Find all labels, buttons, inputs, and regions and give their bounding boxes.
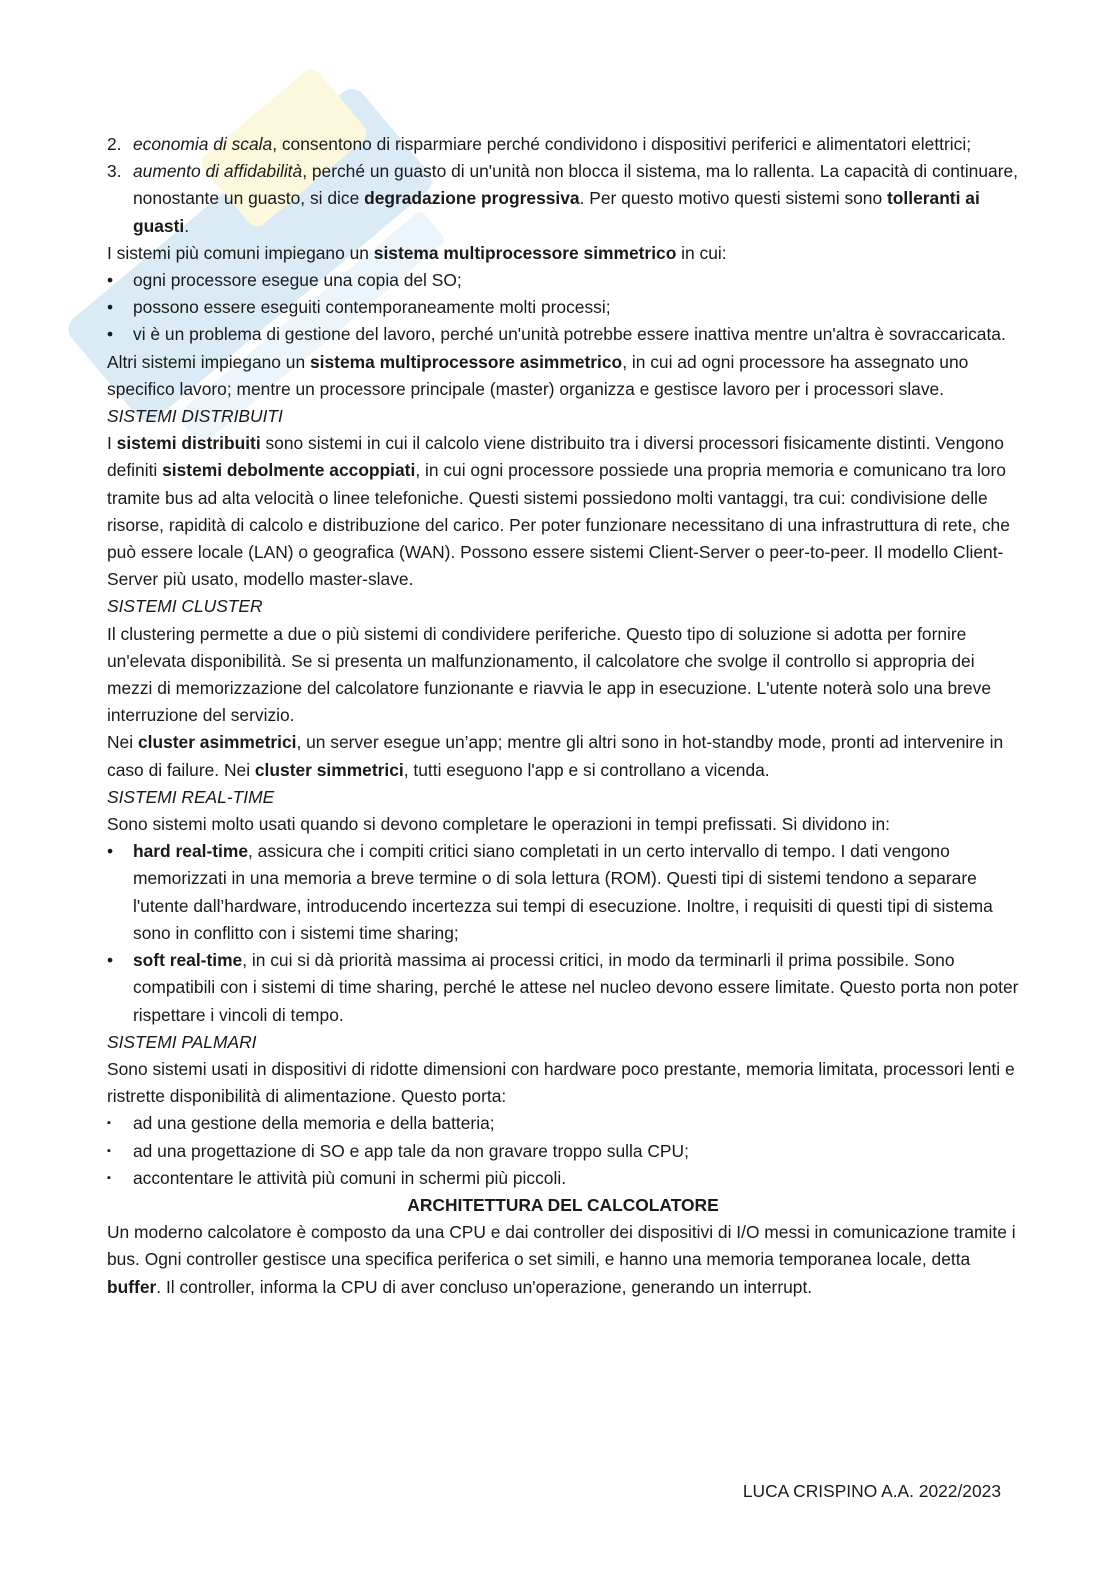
- numbered-item: [107, 131, 1019, 158]
- section-heading-architettura: ARCHITETTURA DEL CALCOLATORE: [407, 1194, 719, 1215]
- paragraph-smp: I sistemi più comuni impiegano un sistema multiprocessore simmetrico in cui:: [107, 242, 727, 263]
- bullet-item: • hard real-time, assicura che i compiti critici siano completati in un certo intervallo di tempo. I dati vengono memorizzati in una memoria a breve termine o di sola lettura (ROM). Questi tipi di sistemi tendono a separare l'utente dall’hardware, introducendo incertezza sui tempi di esecuzione. Inoltre, i requisiti di questi tipi di sistema sono in conflitto con i sistemi time sharing;: [107, 838, 1019, 947]
- bold-term: sistema multiprocessore asimmetrico: [309, 351, 623, 372]
- bold-term: cluster asimmetrici: [137, 732, 297, 753]
- item-text: , consentono di risparmiare perché condividono i dispositivi periferici e alimentatori elettrici;: [272, 134, 972, 154]
- numbered-item: 3. aumento di affidabilità, perché un guasto di un'unità non blocca il sistema, ma lo rallenta. La capacità di continuare, nonostante un guasto, si dice degradazione progressiva. Per questo motivo questi sistemi sono tolleranti ai guasti.: [107, 158, 1019, 240]
- bold-term: degradazione progressiva: [364, 188, 580, 209]
- paragraph-amp: Altri sistemi impiegano un sistema multiprocessore asimmetrico, in cui ad ogni processore ha assegnato uno specifico lavoro; mentre un processore principale (master) organizza e gestisce lavoro per i processori slave.: [107, 351, 969, 399]
- bullet-item: • ogni processore esegue una copia del SO;: [107, 267, 1019, 294]
- item-term: aumento di affidabilità: [133, 161, 303, 182]
- bold-term: hard real-time: [133, 841, 249, 862]
- paragraph-cluster: Il clustering permette a due o più sistemi di condividere periferiche. Questo tipo di soluzione si adotta per fornire un'elevata disponibilità. Se si presenta un malfunzionamento, il calcolatore che svolge il controllo si appropria dei mezzi di memorizzazione del calcolatore funzionante e riavvia le app in esecuzione. L'utente noterà solo una breve interruzione del servizio.: [107, 623, 991, 726]
- item-number: 2.: [107, 134, 122, 154]
- bold-term: soft real-time: [133, 950, 243, 971]
- document-body: [107, 131, 1019, 1301]
- bold-term: cluster simmetrici: [254, 759, 404, 780]
- bullet-icon: •: [107, 841, 114, 862]
- square-bullet-icon: ▪: [107, 1117, 111, 1130]
- bullet-item: • soft real-time, in cui si dà priorità massima ai processi critici, in modo da terminarli il prima possibile. Sono compatibili con i sistemi di time sharing, perché le attese nel nucleo devono essere limitate. Questo porta non poter rispettare i vincoli di tempo.: [107, 947, 1019, 1029]
- page-footer: LUCA CRISPINO A.A. 2022/2023: [742, 1481, 1001, 1501]
- bullet-item: ▪ ad una gestione della memoria e della batteria;: [107, 1110, 1019, 1137]
- paragraph-architettura: Un moderno calcolatore è composto da una CPU e dai controller dei dispositivi di I/O messi in comunicazione tramite i bus. Ogni controller gestisce una specifica periferica o set simili, e hanno una memoria temporanea locale, detta buffer. Il controller, informa la CPU di aver concluso un'operazione, generando un interrupt.: [107, 1222, 1016, 1297]
- paragraph-cluster-types: Nei cluster asimmetrici, un server esegue un’app; mentre gli altri sono in hot-standby mode, pronti ad intervenire in caso di failure. Nei cluster simmetrici, tutti eseguono l'app e si controllano a vicenda.: [107, 732, 1004, 780]
- bold-term: sistemi debolmente accoppiati: [162, 460, 416, 481]
- square-bullet-icon: ▪: [107, 1171, 111, 1184]
- bullet-item: ▪ accontentare le attività più comuni in schermi più piccoli.: [107, 1165, 1019, 1192]
- bullet-icon: •: [107, 270, 114, 291]
- bold-term: sistemi distribuiti: [116, 433, 261, 454]
- bold-term: buffer: [107, 1276, 157, 1297]
- paragraph-realtime: Sono sistemi molto usati quando si devono completare le operazioni in tempi prefissati. Si dividono in:: [107, 814, 891, 835]
- bullet-item: • vi è un problema di gestione del lavoro, perché un'unità potrebbe essere inattiva mentre un'altra è sovraccaricata.: [107, 321, 1019, 348]
- section-heading-distribuiti: SISTEMI DISTRIBUITI: [107, 406, 283, 427]
- bullet-icon: •: [107, 324, 114, 345]
- square-bullet-icon: ▪: [107, 1144, 111, 1157]
- paragraph-palmari: Sono sistemi usati in dispositivi di ridotte dimensioni con hardware poco prestante, memoria limitata, processori lenti e ristrette disponibilità di alimentazione. Questo porta:: [107, 1058, 1015, 1107]
- bullet-icon: •: [107, 297, 114, 318]
- item-term: economia di scala: [133, 134, 273, 154]
- bold-term: tolleranti ai guasti: [133, 188, 980, 236]
- section-heading-cluster: SISTEMI CLUSTER: [107, 596, 263, 617]
- section-heading-palmari: SISTEMI PALMARI: [107, 1031, 257, 1052]
- section-heading-realtime: SISTEMI REAL-TIME: [107, 786, 275, 807]
- paragraph-distribuiti: I sistemi distribuiti sono sistemi in cui il calcolo viene distribuito tra i diversi processori fisicamente distinti. Vengono definiti sistemi debolmente accoppiati, in cui ogni processore possiede una propria memoria e comunicano tra loro tramite bus ad alta velocità o linee telefoniche. Questi sistemi possiedono molti vantaggi, tra cui: condivisione delle risorse, rapidità di calcolo e distribuzione del carico. Per poter funzionare necessitano di una infrastruttura di rete, che può essere locale (LAN) o geografica (WAN). Possono essere sistemi Client-Server o peer-to-peer. Il modello Client-Server più usato, modello master-slave.: [107, 433, 1010, 590]
- item-number: 3.: [107, 161, 122, 182]
- bullet-item: • possono essere eseguiti contemporaneamente molti processi;: [107, 294, 1019, 321]
- bullet-icon: •: [107, 950, 114, 971]
- bold-term: sistema multiprocessore simmetrico: [373, 242, 677, 263]
- bullet-item: ▪ ad una progettazione di SO e app tale da non gravare troppo sulla CPU;: [107, 1138, 1019, 1165]
